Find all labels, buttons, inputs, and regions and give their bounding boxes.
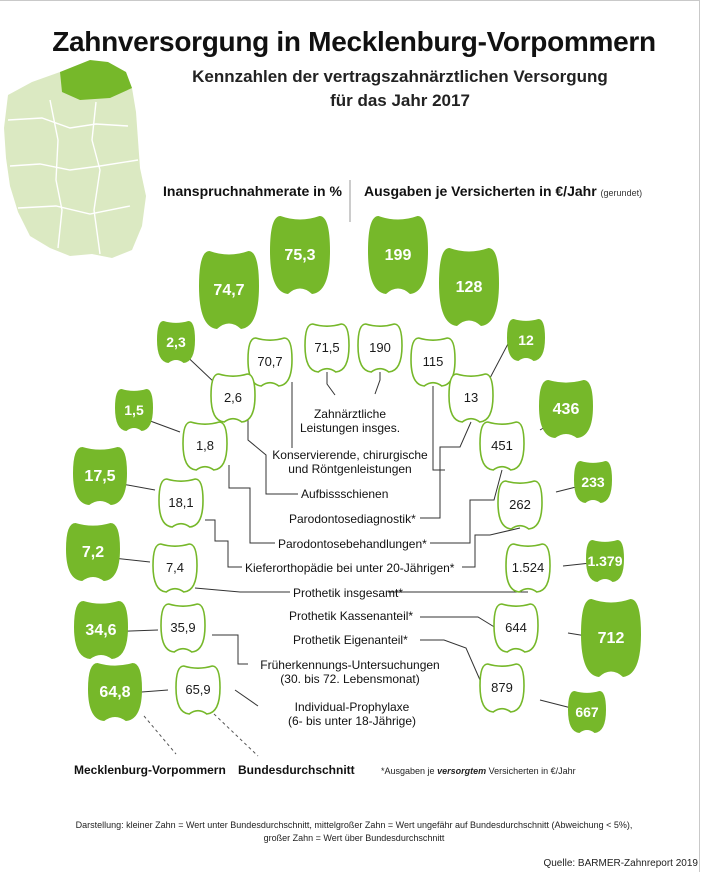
leader-line [327,372,335,395]
bund-value-left-0: 71,5 [314,340,340,355]
bund-value-left-5: 7,4 [165,560,185,575]
mv-value-right-0: 199 [384,247,412,264]
footnote-prefix: *Ausgaben je [381,766,435,776]
footnote-emphasis: versorgtem [437,766,487,776]
mv-value-right-7: 667 [575,704,599,720]
leader-line [229,465,275,543]
bund-value-left-6: 35,9 [170,620,196,635]
label-parodontosediagnostik: Parodontosediagnostik* [289,512,416,526]
label-frueherkennung [250,658,450,686]
bund-value-right-2: 13 [463,390,479,405]
mv-value-right-2: 12 [518,332,534,348]
source: Quelle: BARMER-Zahnreport 2019 [543,858,698,869]
footnote [381,766,576,776]
leader-line [195,588,290,592]
label-line: Konservierende, chirurgische [272,448,428,462]
label-line: (30. bis 72. Lebensmonat) [280,672,420,686]
page-title: Zahnversorgung in Mecklenburg-Vorpommern [52,26,656,57]
label-aufbissschienen: Aufbissschienen [301,487,389,501]
label-individual-prophylaxe [262,700,442,728]
mv-value-left-3: 1,5 [124,402,144,418]
leader-line [490,340,510,378]
legend-bund: Bundesdurchschnitt [238,763,355,777]
legend-pointer-bund [214,714,258,756]
leader-line [430,470,502,543]
right-column-note: (gerundet) [600,188,643,198]
mv-value-left-6: 34,6 [85,622,117,639]
mv-value-right-5: 1.379 [587,553,623,569]
bund-value-right-1: 115 [422,354,444,369]
label-parodontosebehandlungen: Parodontosebehandlungen* [278,537,427,551]
mv-value-left-1: 74,7 [213,282,245,299]
mv-value-right-4: 233 [581,474,605,490]
label-line: Zahnärztliche [313,407,387,421]
left-column-header: Inanspruchnahmerate in % [163,183,342,199]
footnote-suffix: Versicherten in €/Jahr [488,766,576,776]
bund-value-right-0: 190 [369,340,391,355]
bund-value-left-7: 65,9 [185,682,211,697]
bund-value-right-6: 644 [505,620,527,635]
legend-pointer-mv [144,716,176,754]
bund-value-right-5: 1.524 [511,560,545,575]
leader-line [235,690,258,706]
leader-line [212,635,248,664]
bund-value-right-3: 451 [491,438,513,453]
bund-value-left-3: 1,8 [195,438,215,453]
bund-value-left-1: 70,7 [257,354,283,369]
label-line: Leistungen insges. [299,421,401,435]
right-column-title: Ausgaben je Versicherten in €/Jahr [364,183,597,199]
germany-map [4,60,146,258]
leader-line [205,520,242,567]
label-line: (6- bis unter 18-Jährige) [287,714,417,728]
bund-value-right-4: 262 [509,497,531,512]
legend-mv: Mecklenburg-Vorpommern [74,763,226,777]
label-prothetik-eigenanteil: Prothetik Eigenanteil* [293,633,408,647]
label-konservierende [260,448,440,476]
label-prothetik-kassenanteil: Prothetik Kassenanteil* [289,609,414,623]
mv-value-left-2: 2,3 [166,334,186,350]
label-kieferorthopaedie: Kieferorthopädie bei unter 20-Jährigen* [245,561,455,575]
label-line: und Röntgenleistungen [288,462,412,476]
subtitle-line1: Kennzahlen der vertragszahnärztlichen Versorgung [192,67,608,86]
label-line: Früherkennungs-Untersuchungen [260,658,440,672]
bund-value-left-2: 2,6 [223,390,243,405]
footer-line1: Darstellung: kleiner Zahn = Wert unter Bundesdurchschnitt, mittelgroßer Zahn = Wert ungefähr auf Bundesdurchschnitt (Abweichung < 5%), [75,820,633,830]
mv-value-right-1: 128 [455,279,483,296]
footer-line2: großer Zahn = Wert über Bundesdurchschnitt [263,833,445,843]
mv-value-left-4: 17,5 [84,468,116,485]
bund-value-right-7: 879 [491,680,513,695]
right-column-header [364,183,642,199]
label-prothetik-insgesamt: Prothetik insgesamt* [293,586,404,600]
label-zahnaerztliche [270,407,430,435]
label-line: Individual-Prophylaxe [294,700,410,714]
mv-value-right-3: 436 [552,401,580,418]
mv-value-left-5: 7,2 [81,544,105,561]
subtitle-line2: für das Jahr 2017 [330,91,470,110]
mv-value-left-0: 75,3 [284,247,316,264]
leader-line [420,617,496,628]
bund-value-left-4: 18,1 [168,495,194,510]
mv-value-left-7: 64,8 [99,684,131,701]
leader-line [375,372,380,394]
mv-value-right-6: 712 [597,630,625,647]
